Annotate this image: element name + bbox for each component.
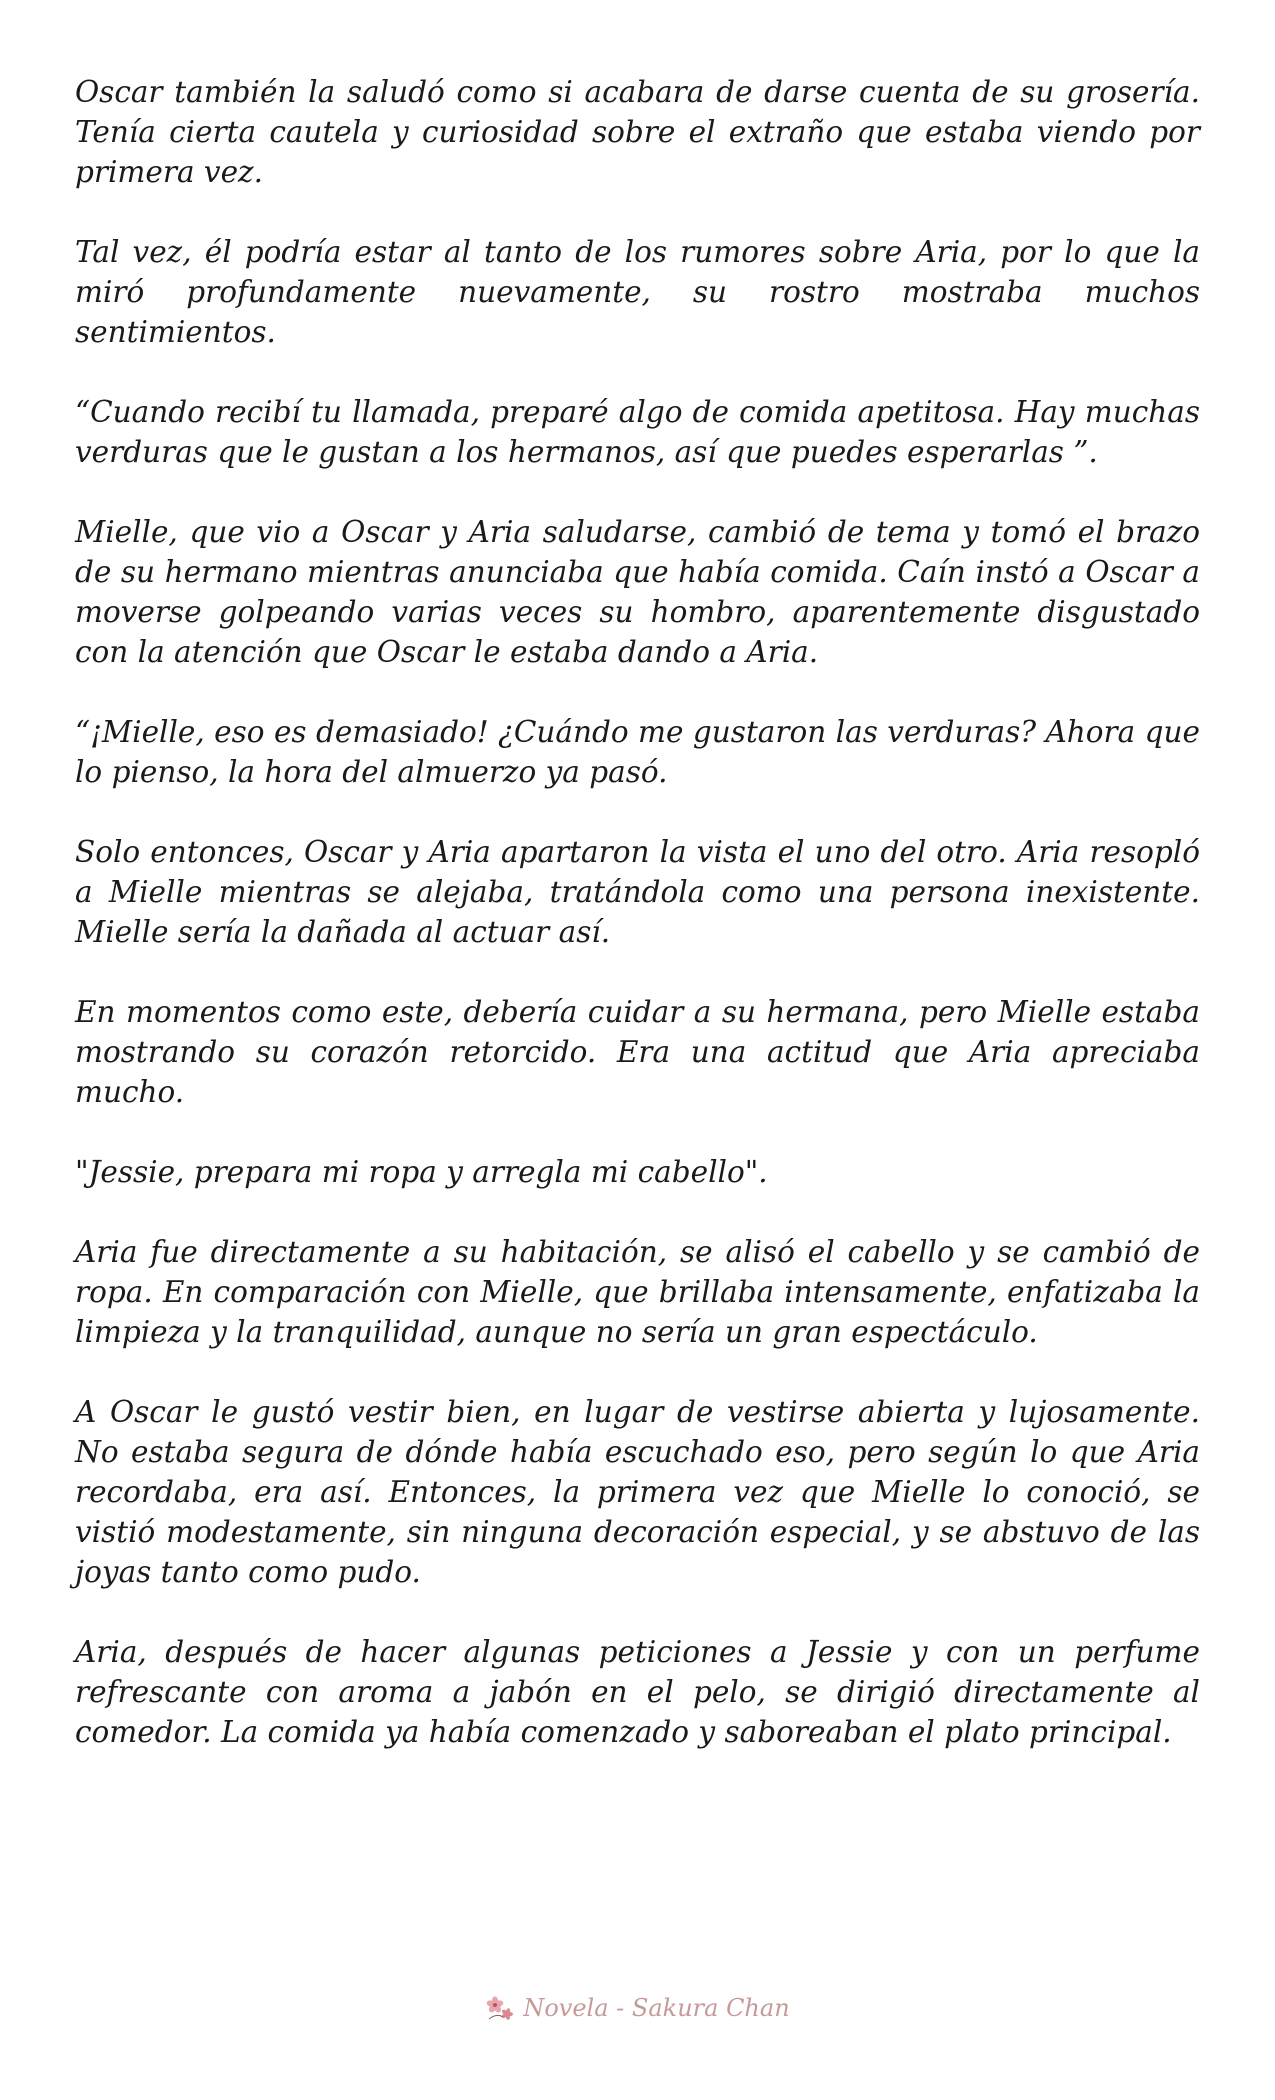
footer [0, 1988, 1275, 2028]
paragraph: Oscar también la saludó como si acabara de darse cuenta de su grosería. Tenía cierta cautela y curiosidad sobre el extraño que estaba viendo por primera vez. [75, 75, 1200, 189]
paragraph: A Oscar le gustó vestir bien, en lugar de vestirse abierta y lujosamente. No estaba segura de dónde había escuchado eso, pero según lo que Aria recordaba, era así. Entonces, la primera vez que Mielle lo conoció, se vistió modestamente, sin ninguna decoración especial, y se abstuvo de las joyas tanto como pudo. [75, 1395, 1200, 1589]
watermark-text: Novela - Sakura Chan [523, 1994, 790, 2022]
paragraph: Solo entonces, Oscar y Aria apartaron la vista el uno del otro. Aria resopló a Mielle mientras se alejaba, tratándola como una persona inexistente. Mielle sería la dañada al actuar así. [75, 835, 1200, 949]
paragraph: “¡Mielle, eso es demasiado! ¿Cuándo me gustaron las verduras? Ahora que lo pienso, la hora del almuerzo ya pasó. [75, 715, 1200, 789]
paragraph: Aria, después de hacer algunas peticiones a Jessie y con un perfume refrescante con aroma a jabón en el pelo, se dirigió directamente al comedor. La comida ya había comenzado y saboreaban el plato principal. [75, 1635, 1200, 1749]
watermark [485, 1993, 789, 2023]
sakura-flower-icon [485, 1993, 515, 2023]
paragraph: En momentos como este, debería cuidar a su hermana, pero Mielle estaba mostrando su corazón retorcido. Era una actitud que Aria apreciaba mucho. [75, 995, 1200, 1109]
paragraph: “Cuando recibí tu llamada, preparé algo de comida apetitosa. Hay muchas verduras que le gustan a los hermanos, así que puedes esperarlas ”. [75, 395, 1200, 469]
paragraph: Mielle, que vio a Oscar y Aria saludarse, cambió de tema y tomó el brazo de su hermano mientras anunciaba que había comida. Caín instó a Oscar a moverse golpeando varias veces su hombro, aparentemente disgustado con la atención que Oscar le estaba dando a Aria. [75, 515, 1200, 669]
document-body [75, 72, 1200, 1792]
paragraph: Aria fue directamente a su habitación, se alisó el cabello y se cambió de ropa. En comparación con Mielle, que brillaba intensamente, enfatizaba la limpieza y la tranquilidad, aunque no sería un gran espectáculo. [75, 1235, 1200, 1349]
paragraph: Tal vez, él podría estar al tanto de los rumores sobre Aria, por lo que la miró profundamente nuevamente, su rostro mostraba muchos sentimientos. [75, 235, 1200, 349]
paragraph: "Jessie, prepara mi ropa y arregla mi cabello". [75, 1155, 768, 1189]
